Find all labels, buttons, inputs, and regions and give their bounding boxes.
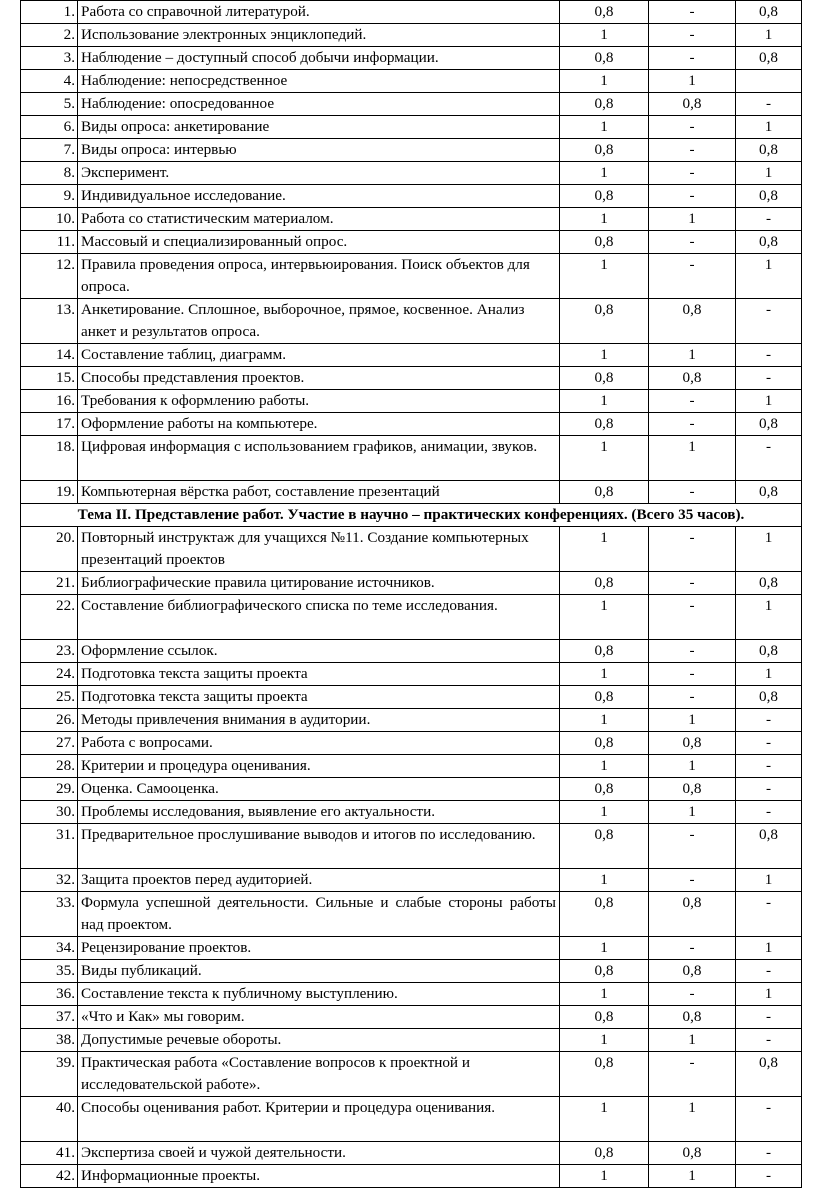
hours-value-1: 0,8 bbox=[560, 1142, 649, 1165]
table-row bbox=[21, 367, 802, 390]
hours-value-2: - bbox=[649, 824, 736, 869]
hours-value-2: - bbox=[649, 1, 736, 24]
hours-value-3: 1 bbox=[736, 116, 802, 139]
lesson-topic: Оформление ссылок. bbox=[78, 640, 560, 663]
row-number: 10. bbox=[21, 208, 78, 231]
lesson-topic: Подготовка текста защиты проекта bbox=[78, 686, 560, 709]
row-number: 17. bbox=[21, 413, 78, 436]
row-number: 41. bbox=[21, 1142, 78, 1165]
row-number: 38. bbox=[21, 1029, 78, 1052]
table-row bbox=[21, 344, 802, 367]
hours-value-1: 1 bbox=[560, 663, 649, 686]
hours-value-2: - bbox=[649, 937, 736, 960]
table-row bbox=[21, 1165, 802, 1188]
row-number: 16. bbox=[21, 390, 78, 413]
table-row bbox=[21, 686, 802, 709]
hours-value-1: 1 bbox=[560, 755, 649, 778]
lesson-topic: Анкетирование. Сплошное, выборочное, прямое, косвенное. Анализ анкет и результатов опроса. bbox=[78, 299, 560, 344]
lesson-topic: Наблюдение: опосредованное bbox=[78, 93, 560, 116]
lesson-topic: Виды опроса: интервью bbox=[78, 139, 560, 162]
table-row bbox=[21, 1142, 802, 1165]
hours-value-1: 0,8 bbox=[560, 572, 649, 595]
hours-value-2: - bbox=[649, 640, 736, 663]
hours-value-3: - bbox=[736, 1006, 802, 1029]
hours-value-2: - bbox=[649, 231, 736, 254]
hours-value-2: - bbox=[649, 413, 736, 436]
hours-value-1: 1 bbox=[560, 208, 649, 231]
hours-value-3: - bbox=[736, 1029, 802, 1052]
hours-value-1: 0,8 bbox=[560, 93, 649, 116]
hours-value-3: - bbox=[736, 93, 802, 116]
table-row bbox=[21, 755, 802, 778]
hours-value-2: - bbox=[649, 686, 736, 709]
row-number: 5. bbox=[21, 93, 78, 116]
hours-value-3: 1 bbox=[736, 663, 802, 686]
row-number: 1. bbox=[21, 1, 78, 24]
hours-value-2: 0,8 bbox=[649, 960, 736, 983]
hours-value-2: - bbox=[649, 869, 736, 892]
row-number: 29. bbox=[21, 778, 78, 801]
table-row bbox=[21, 162, 802, 185]
hours-value-2: 0,8 bbox=[649, 1142, 736, 1165]
hours-value-1: 1 bbox=[560, 344, 649, 367]
hours-value-3: 0,8 bbox=[736, 686, 802, 709]
hours-value-1: 0,8 bbox=[560, 139, 649, 162]
table-row bbox=[21, 1, 802, 24]
table-row bbox=[21, 47, 802, 70]
hours-value-1: 0,8 bbox=[560, 960, 649, 983]
hours-value-1: 1 bbox=[560, 983, 649, 1006]
row-number: 37. bbox=[21, 1006, 78, 1029]
hours-value-3: - bbox=[736, 778, 802, 801]
hours-value-2: - bbox=[649, 24, 736, 47]
lesson-topic: Массовый и специализированный опрос. bbox=[78, 231, 560, 254]
table-row bbox=[21, 732, 802, 755]
section-header bbox=[21, 504, 802, 527]
row-number: 19. bbox=[21, 481, 78, 504]
lesson-topic: Формула успешной деятельности. Сильные и слабые стороны работы над проектом. bbox=[78, 892, 560, 937]
row-number: 21. bbox=[21, 572, 78, 595]
hours-value-3: 0,8 bbox=[736, 481, 802, 504]
hours-value-3: 0,8 bbox=[736, 640, 802, 663]
row-number: 36. bbox=[21, 983, 78, 1006]
table-row bbox=[21, 231, 802, 254]
row-number: 9. bbox=[21, 185, 78, 208]
row-number: 12. bbox=[21, 254, 78, 299]
table-row bbox=[21, 24, 802, 47]
hours-value-3: - bbox=[736, 367, 802, 390]
hours-value-1: 1 bbox=[560, 162, 649, 185]
table-row bbox=[21, 640, 802, 663]
table-row bbox=[21, 572, 802, 595]
hours-value-1: 0,8 bbox=[560, 686, 649, 709]
hours-value-2: - bbox=[649, 47, 736, 70]
lesson-topic: Требования к оформлению работы. bbox=[78, 390, 560, 413]
hours-value-1: 0,8 bbox=[560, 732, 649, 755]
row-number: 20. bbox=[21, 527, 78, 572]
hours-value-1: 0,8 bbox=[560, 1, 649, 24]
hours-value-2: 0,8 bbox=[649, 892, 736, 937]
lesson-topic: Предварительное прослушивание выводов и итогов по исследованию. bbox=[78, 824, 560, 869]
hours-value-2: 1 bbox=[649, 709, 736, 732]
hours-value-3: 0,8 bbox=[736, 824, 802, 869]
hours-value-1: 0,8 bbox=[560, 481, 649, 504]
hours-value-3: 0,8 bbox=[736, 413, 802, 436]
hours-value-1: 0,8 bbox=[560, 367, 649, 390]
hours-value-2: 1 bbox=[649, 436, 736, 481]
table-row bbox=[21, 413, 802, 436]
table-row bbox=[21, 778, 802, 801]
hours-value-2: 0,8 bbox=[649, 93, 736, 116]
lesson-topic: Проблемы исследования, выявление его актуальности. bbox=[78, 801, 560, 824]
row-number: 11. bbox=[21, 231, 78, 254]
lesson-topic: Оценка. Самооценка. bbox=[78, 778, 560, 801]
lesson-topic: Методы привлечения внимания в аудитории. bbox=[78, 709, 560, 732]
lesson-topic: Цифровая информация с использованием графиков, анимации, звуков. bbox=[78, 436, 560, 481]
hours-value-1: 0,8 bbox=[560, 640, 649, 663]
hours-value-2: - bbox=[649, 527, 736, 572]
hours-value-2: - bbox=[649, 139, 736, 162]
table-row bbox=[21, 892, 802, 937]
hours-value-2: - bbox=[649, 185, 736, 208]
section-title: Тема II. Представление работ. Участие в научно – практических конференциях. (Всего 35 часов). bbox=[21, 504, 802, 527]
row-number: 25. bbox=[21, 686, 78, 709]
hours-value-2: - bbox=[649, 595, 736, 640]
hours-value-1: 0,8 bbox=[560, 413, 649, 436]
hours-value-1: 1 bbox=[560, 869, 649, 892]
hours-value-3: 0,8 bbox=[736, 1052, 802, 1097]
table-row bbox=[21, 254, 802, 299]
hours-value-2: 0,8 bbox=[649, 778, 736, 801]
lesson-topic: Допустимые речевые обороты. bbox=[78, 1029, 560, 1052]
hours-value-2: - bbox=[649, 983, 736, 1006]
row-number: 35. bbox=[21, 960, 78, 983]
lesson-topic: Виды публикаций. bbox=[78, 960, 560, 983]
lesson-topic: Информационные проекты. bbox=[78, 1165, 560, 1188]
hours-value-2: - bbox=[649, 572, 736, 595]
hours-value-1: 0,8 bbox=[560, 824, 649, 869]
hours-value-1: 1 bbox=[560, 1029, 649, 1052]
hours-value-3: 1 bbox=[736, 983, 802, 1006]
hours-value-3: - bbox=[736, 436, 802, 481]
lesson-topic: Библиографические правила цитирование источников. bbox=[78, 572, 560, 595]
hours-value-3: 1 bbox=[736, 162, 802, 185]
table-row bbox=[21, 663, 802, 686]
hours-value-1: 0,8 bbox=[560, 1006, 649, 1029]
row-number: 13. bbox=[21, 299, 78, 344]
hours-value-2: 1 bbox=[649, 1097, 736, 1142]
hours-value-2: 0,8 bbox=[649, 367, 736, 390]
hours-value-3: - bbox=[736, 344, 802, 367]
table-row bbox=[21, 1097, 802, 1142]
hours-value-3: 1 bbox=[736, 595, 802, 640]
curriculum-document bbox=[20, 0, 801, 1188]
lesson-topic: Экспертиза своей и чужой деятельности. bbox=[78, 1142, 560, 1165]
table-row bbox=[21, 709, 802, 732]
hours-value-3: 1 bbox=[736, 869, 802, 892]
hours-value-1: 1 bbox=[560, 24, 649, 47]
hours-value-3: - bbox=[736, 1142, 802, 1165]
lesson-topic: Составление библиографического списка по теме исследования. bbox=[78, 595, 560, 640]
hours-value-2: - bbox=[649, 481, 736, 504]
hours-value-2: 1 bbox=[649, 801, 736, 824]
hours-value-2: 0,8 bbox=[649, 732, 736, 755]
hours-value-3: - bbox=[736, 960, 802, 983]
table-row bbox=[21, 299, 802, 344]
row-number: 23. bbox=[21, 640, 78, 663]
table-row bbox=[21, 70, 802, 93]
hours-value-2: - bbox=[649, 663, 736, 686]
table-row bbox=[21, 208, 802, 231]
row-number: 3. bbox=[21, 47, 78, 70]
hours-value-3: - bbox=[736, 732, 802, 755]
lesson-topic: Правила проведения опроса, интервьюирования. Поиск объектов для опроса. bbox=[78, 254, 560, 299]
table-row bbox=[21, 527, 802, 572]
row-number: 18. bbox=[21, 436, 78, 481]
hours-value-1: 1 bbox=[560, 1097, 649, 1142]
lesson-topic: Составление таблиц, диаграмм. bbox=[78, 344, 560, 367]
lesson-topic: Работа со статистическим материалом. bbox=[78, 208, 560, 231]
hours-value-2: 1 bbox=[649, 1165, 736, 1188]
row-number: 39. bbox=[21, 1052, 78, 1097]
hours-value-1: 1 bbox=[560, 390, 649, 413]
table-body-topic-1 bbox=[21, 1, 802, 504]
row-number: 7. bbox=[21, 139, 78, 162]
hours-value-2: 0,8 bbox=[649, 299, 736, 344]
lesson-topic: Составление текста к публичному выступлению. bbox=[78, 983, 560, 1006]
table-row bbox=[21, 595, 802, 640]
lesson-topic: Повторный инструктаж для учащихся №11. Создание компьютерных презентаций проектов bbox=[78, 527, 560, 572]
hours-value-1: 1 bbox=[560, 1165, 649, 1188]
row-number: 26. bbox=[21, 709, 78, 732]
table-row bbox=[21, 937, 802, 960]
lesson-topic: Индивидуальное исследование. bbox=[78, 185, 560, 208]
lesson-topic: Наблюдение: непосредственное bbox=[78, 70, 560, 93]
table-body-topic-2 bbox=[21, 527, 802, 1188]
table-row bbox=[21, 481, 802, 504]
hours-value-3: 1 bbox=[736, 254, 802, 299]
row-number: 32. bbox=[21, 869, 78, 892]
lesson-topic: Подготовка текста защиты проекта bbox=[78, 663, 560, 686]
hours-value-3: 1 bbox=[736, 24, 802, 47]
lesson-topic: Рецензирование проектов. bbox=[78, 937, 560, 960]
hours-value-2: 1 bbox=[649, 208, 736, 231]
lesson-topic: Оформление работы на компьютере. bbox=[78, 413, 560, 436]
hours-value-3: - bbox=[736, 892, 802, 937]
table-row bbox=[21, 801, 802, 824]
hours-value-3: 1 bbox=[736, 937, 802, 960]
lesson-topic: Использование электронных энциклопедий. bbox=[78, 24, 560, 47]
curriculum-table bbox=[20, 0, 802, 1188]
hours-value-2: - bbox=[649, 1052, 736, 1097]
hours-value-3: 0,8 bbox=[736, 572, 802, 595]
hours-value-2: - bbox=[649, 390, 736, 413]
lesson-topic: Наблюдение – доступный способ добычи информации. bbox=[78, 47, 560, 70]
row-number: 27. bbox=[21, 732, 78, 755]
lesson-topic: Виды опроса: анкетирование bbox=[78, 116, 560, 139]
hours-value-1: 1 bbox=[560, 527, 649, 572]
row-number: 4. bbox=[21, 70, 78, 93]
lesson-topic: Эксперимент. bbox=[78, 162, 560, 185]
hours-value-2: 1 bbox=[649, 755, 736, 778]
hours-value-1: 0,8 bbox=[560, 47, 649, 70]
row-number: 2. bbox=[21, 24, 78, 47]
table-row bbox=[21, 436, 802, 481]
row-number: 24. bbox=[21, 663, 78, 686]
lesson-topic: Способы оценивания работ. Критерии и процедура оценивания. bbox=[78, 1097, 560, 1142]
row-number: 15. bbox=[21, 367, 78, 390]
table-row bbox=[21, 185, 802, 208]
hours-value-3: 1 bbox=[736, 390, 802, 413]
row-number: 42. bbox=[21, 1165, 78, 1188]
table-row bbox=[21, 1029, 802, 1052]
lesson-topic: Способы представления проектов. bbox=[78, 367, 560, 390]
row-number: 40. bbox=[21, 1097, 78, 1142]
hours-value-1: 0,8 bbox=[560, 1052, 649, 1097]
row-number: 6. bbox=[21, 116, 78, 139]
hours-value-2: 1 bbox=[649, 70, 736, 93]
hours-value-3 bbox=[736, 70, 802, 93]
lesson-topic: Защита проектов перед аудиторией. bbox=[78, 869, 560, 892]
row-number: 30. bbox=[21, 801, 78, 824]
hours-value-1: 1 bbox=[560, 436, 649, 481]
hours-value-3: 1 bbox=[736, 527, 802, 572]
hours-value-2: 1 bbox=[649, 344, 736, 367]
hours-value-2: - bbox=[649, 254, 736, 299]
hours-value-3: - bbox=[736, 299, 802, 344]
lesson-topic: Компьютерная вёрстка работ, составление презентаций bbox=[78, 481, 560, 504]
hours-value-3: - bbox=[736, 709, 802, 732]
row-number: 31. bbox=[21, 824, 78, 869]
hours-value-1: 0,8 bbox=[560, 299, 649, 344]
hours-value-1: 0,8 bbox=[560, 231, 649, 254]
lesson-topic: Работа со справочной литературой. bbox=[78, 1, 560, 24]
lesson-topic: «Что и Как» мы говорим. bbox=[78, 1006, 560, 1029]
hours-value-2: 0,8 bbox=[649, 1006, 736, 1029]
hours-value-3: 0,8 bbox=[736, 47, 802, 70]
hours-value-3: - bbox=[736, 1097, 802, 1142]
row-number: 33. bbox=[21, 892, 78, 937]
hours-value-3: - bbox=[736, 208, 802, 231]
hours-value-1: 1 bbox=[560, 70, 649, 93]
hours-value-2: - bbox=[649, 162, 736, 185]
hours-value-1: 1 bbox=[560, 254, 649, 299]
row-number: 34. bbox=[21, 937, 78, 960]
hours-value-3: 0,8 bbox=[736, 231, 802, 254]
lesson-topic: Критерии и процедура оценивания. bbox=[78, 755, 560, 778]
hours-value-1: 0,8 bbox=[560, 778, 649, 801]
hours-value-2: - bbox=[649, 116, 736, 139]
row-number: 8. bbox=[21, 162, 78, 185]
table-row bbox=[21, 139, 802, 162]
table-row bbox=[21, 960, 802, 983]
table-row bbox=[21, 390, 802, 413]
hours-value-3: 0,8 bbox=[736, 139, 802, 162]
table-row bbox=[21, 93, 802, 116]
row-number: 28. bbox=[21, 755, 78, 778]
lesson-topic: Практическая работа «Составление вопросов к проектной и исследовательской работе». bbox=[78, 1052, 560, 1097]
hours-value-1: 1 bbox=[560, 801, 649, 824]
table-row bbox=[21, 116, 802, 139]
table-row bbox=[21, 1006, 802, 1029]
hours-value-1: 0,8 bbox=[560, 892, 649, 937]
hours-value-1: 1 bbox=[560, 937, 649, 960]
table-row bbox=[21, 983, 802, 1006]
hours-value-3: - bbox=[736, 801, 802, 824]
hours-value-3: - bbox=[736, 1165, 802, 1188]
hours-value-1: 1 bbox=[560, 116, 649, 139]
hours-value-2: 1 bbox=[649, 1029, 736, 1052]
hours-value-1: 1 bbox=[560, 709, 649, 732]
table-row bbox=[21, 824, 802, 869]
row-number: 14. bbox=[21, 344, 78, 367]
hours-value-1: 1 bbox=[560, 595, 649, 640]
hours-value-3: - bbox=[736, 755, 802, 778]
hours-value-3: 0,8 bbox=[736, 185, 802, 208]
table-row bbox=[21, 869, 802, 892]
hours-value-1: 0,8 bbox=[560, 185, 649, 208]
lesson-topic: Работа с вопросами. bbox=[78, 732, 560, 755]
row-number: 22. bbox=[21, 595, 78, 640]
table-row bbox=[21, 1052, 802, 1097]
hours-value-3: 0,8 bbox=[736, 1, 802, 24]
